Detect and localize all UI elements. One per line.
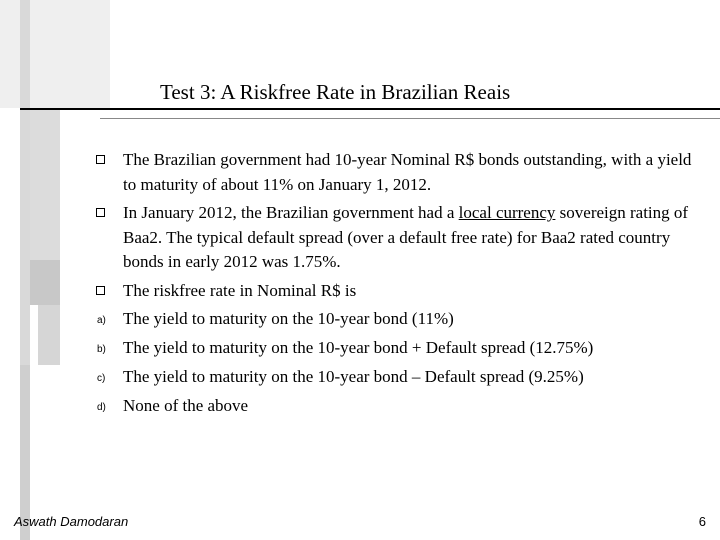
option-item xyxy=(96,365,706,390)
square-bullet-icon xyxy=(96,155,105,164)
bullet-text-post: sovereign rating of Baa2. The typical default spread (over a default free rate) for Baa2 rated country bonds in early 2012 was 1.75%. xyxy=(123,203,689,271)
square-bullet-icon xyxy=(96,208,105,217)
bullet-text-pre: In January 2012, the Brazilian government had a xyxy=(123,203,459,222)
option-letter: c) xyxy=(97,373,106,384)
bullet-item xyxy=(96,279,706,304)
title-rule-thin xyxy=(100,118,720,119)
option-item xyxy=(96,336,706,361)
bullet-text: The Brazilian government had 10-year Nominal R$ bonds outstanding, with a yield to maturity of about 11% on January 1, 2012. xyxy=(123,150,692,194)
option-letter: a) xyxy=(97,315,106,326)
square-bullet-icon xyxy=(96,286,105,295)
page-number: 6 xyxy=(698,514,706,529)
option-letter: d) xyxy=(97,402,106,413)
decor-bar-4 xyxy=(30,260,60,305)
decor-bar-5 xyxy=(38,305,60,365)
option-text: The yield to maturity on the 10-year bond – Default spread (9.25%) xyxy=(123,367,584,386)
bullet-text: The riskfree rate in Nominal R$ is xyxy=(123,280,357,300)
option-letter: b) xyxy=(97,344,106,355)
decor-bar-1 xyxy=(0,0,110,108)
bullet-text-underlined: local currency xyxy=(458,203,556,222)
footer-author: Aswath Damodaran xyxy=(14,514,129,529)
option-text: None of the above xyxy=(123,396,249,415)
decor-bar-3 xyxy=(30,110,60,260)
option-item xyxy=(96,307,706,332)
bullet-item xyxy=(96,201,706,275)
slide-body xyxy=(96,148,706,423)
slide-title: Test 3: A Riskfree Rate in Brazilian Reais xyxy=(160,80,511,104)
option-item xyxy=(96,394,706,419)
title-rule xyxy=(20,108,720,110)
option-text: The yield to maturity on the 10-year bond + Default spread (12.75%) xyxy=(123,338,594,357)
bullet-item xyxy=(96,148,706,197)
option-text: The yield to maturity on the 10-year bond (11%) xyxy=(123,309,454,328)
